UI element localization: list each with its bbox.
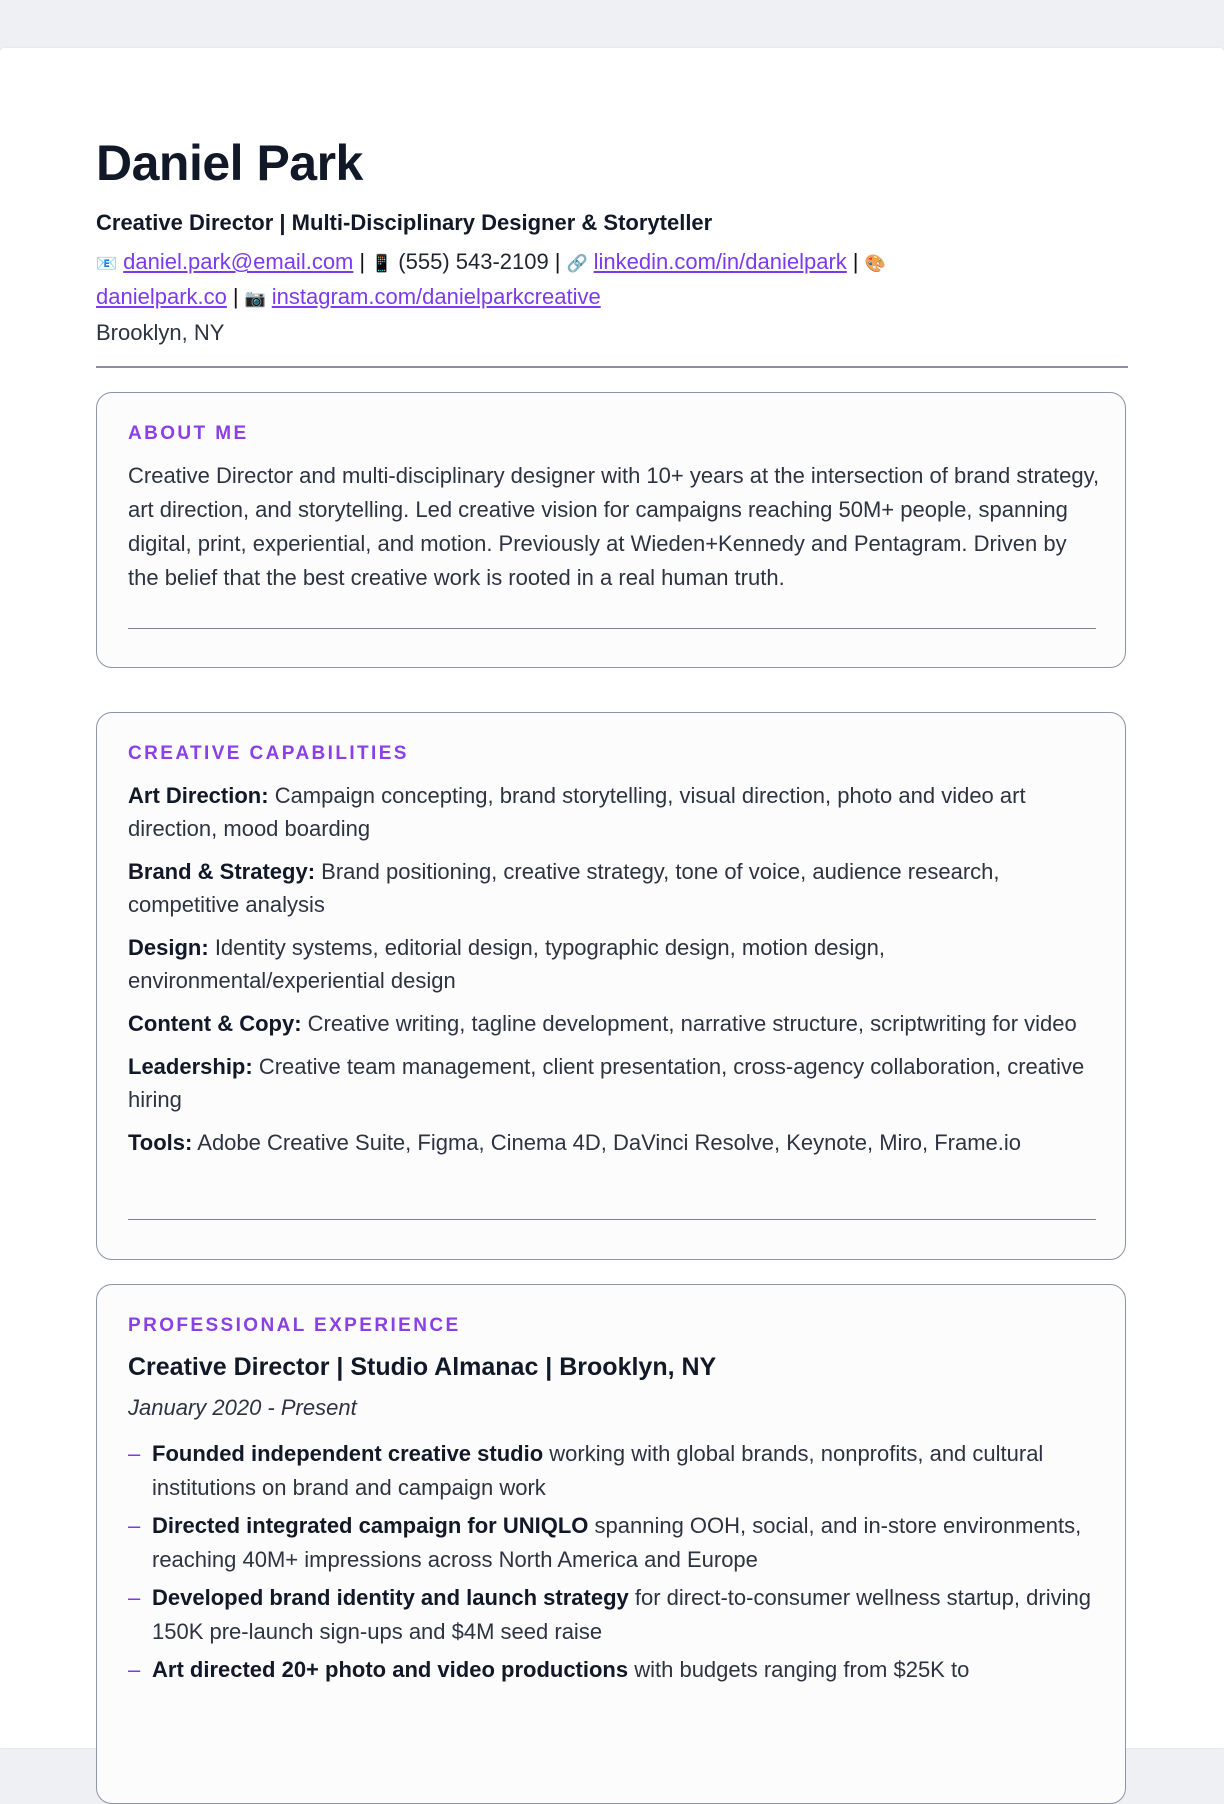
bullet-text: with budgets ranging from $25K to (628, 1657, 970, 1682)
list-item (128, 1653, 1108, 1687)
capability-label: Design: (128, 935, 209, 960)
list-item (128, 1437, 1108, 1505)
candidate-headline: Creative Director | Multi-Disciplinary Designer & Storyteller (96, 210, 713, 235)
dash-icon: – (128, 1585, 141, 1610)
capability-row (128, 1126, 1103, 1159)
experience-section (96, 1284, 1126, 1804)
separator: | (852, 249, 859, 274)
capability-label: Art Direction: (128, 783, 269, 808)
bullet-highlight: Developed brand identity and launch strategy (152, 1585, 629, 1610)
bullet-text: for direct-to-consumer wellness startup, driving 150K pre-launch sign-ups and $4M seed raise (152, 1585, 1091, 1644)
capability-text: Adobe Creative Suite, Figma, Cinema 4D, DaVinci Resolve, Keynote, Miro, Frame.io (197, 1130, 1021, 1155)
about-text: Creative Director and multi-disciplinary designer with 10+ years at the intersection of brand strategy, art direction, and storytelling. Led creative vision for campaigns reaching 50M+ people, spanning digital, print, experiential, and motion. Previously at Wieden+Kennedy and Pentagram. Driven by the belief that the best creative work is rooted in a real human truth. (128, 463, 1100, 590)
capability-row (128, 1050, 1103, 1116)
section-divider (128, 1219, 1096, 1220)
capability-row (128, 931, 1103, 997)
resume-page (0, 48, 1224, 1748)
email-icon: 📧 (96, 254, 118, 273)
phone-icon: 📱 (371, 254, 393, 273)
capability-label: Content & Copy: (128, 1011, 302, 1036)
job-dates: January 2020 - Present (128, 1395, 357, 1420)
section-title: ABOUT ME (128, 423, 249, 444)
list-item (128, 1509, 1108, 1577)
bullet-text: spanning OOH, social, and in-store environments, reaching 40M+ impressions across North America and Europe (152, 1513, 1082, 1572)
link-icon: 🔗 (566, 254, 588, 273)
capability-text: Campaign concepting, brand storytelling, visual direction, photo and video art direction, mood boarding (128, 783, 1026, 841)
bullet-highlight: Art directed 20+ photo and video productions (152, 1657, 629, 1682)
job-bullets (128, 1437, 1108, 1691)
dash-icon: – (128, 1657, 141, 1682)
contact-line (96, 245, 996, 315)
dash-icon: – (128, 1441, 141, 1466)
capability-row (128, 1007, 1103, 1040)
capabilities-list (128, 779, 1103, 1169)
camera-icon: 📷 (244, 289, 266, 308)
candidate-name: Daniel Park (96, 135, 363, 191)
bullet-text: working with global brands, nonprofits, and cultural institutions on brand and campaign work (152, 1441, 1044, 1500)
capabilities-section (96, 712, 1126, 1260)
dash-icon: – (128, 1513, 141, 1538)
header-divider (96, 366, 1128, 368)
bullet-highlight: Directed integrated campaign for UNIQLO (152, 1513, 589, 1538)
location: Brooklyn, NY (96, 320, 225, 345)
website-link[interactable]: danielpark.co (96, 284, 227, 309)
separator: | (554, 249, 561, 274)
capability-label: Leadership: (128, 1054, 253, 1079)
section-divider (128, 628, 1096, 629)
capability-label: Tools: (128, 1130, 193, 1155)
bullet-highlight: Founded independent creative studio (152, 1441, 544, 1466)
capability-text: Creative writing, tagline development, narrative structure, scriptwriting for video (307, 1011, 1077, 1036)
instagram-link[interactable]: instagram.com/danielparkcreative (271, 284, 601, 309)
separator: | (232, 284, 239, 309)
capability-row (128, 855, 1103, 921)
job-title: Creative Director | Studio Almanac | Brooklyn, NY (128, 1353, 717, 1381)
palette-icon: 🎨 (864, 254, 886, 273)
capability-label: Brand & Strategy: (128, 859, 316, 884)
list-item (128, 1581, 1108, 1649)
section-title: CREATIVE CAPABILITIES (128, 743, 409, 764)
about-section (96, 392, 1126, 668)
separator: | (359, 249, 366, 274)
capability-text: Creative team management, client presentation, cross-agency collaboration, creative hiring (128, 1054, 1085, 1112)
capability-text: Brand positioning, creative strategy, tone of voice, audience research, competitive analysis (128, 859, 1000, 917)
email-link[interactable]: daniel.park@email.com (123, 249, 354, 274)
linkedin-link[interactable]: linkedin.com/in/danielpark (593, 249, 847, 274)
phone-number: (555) 543-2109 (398, 249, 549, 274)
capability-row (128, 779, 1103, 845)
capability-text: Identity systems, editorial design, typographic design, motion design, environmental/experiential design (128, 935, 885, 993)
section-title: PROFESSIONAL EXPERIENCE (128, 1315, 461, 1336)
